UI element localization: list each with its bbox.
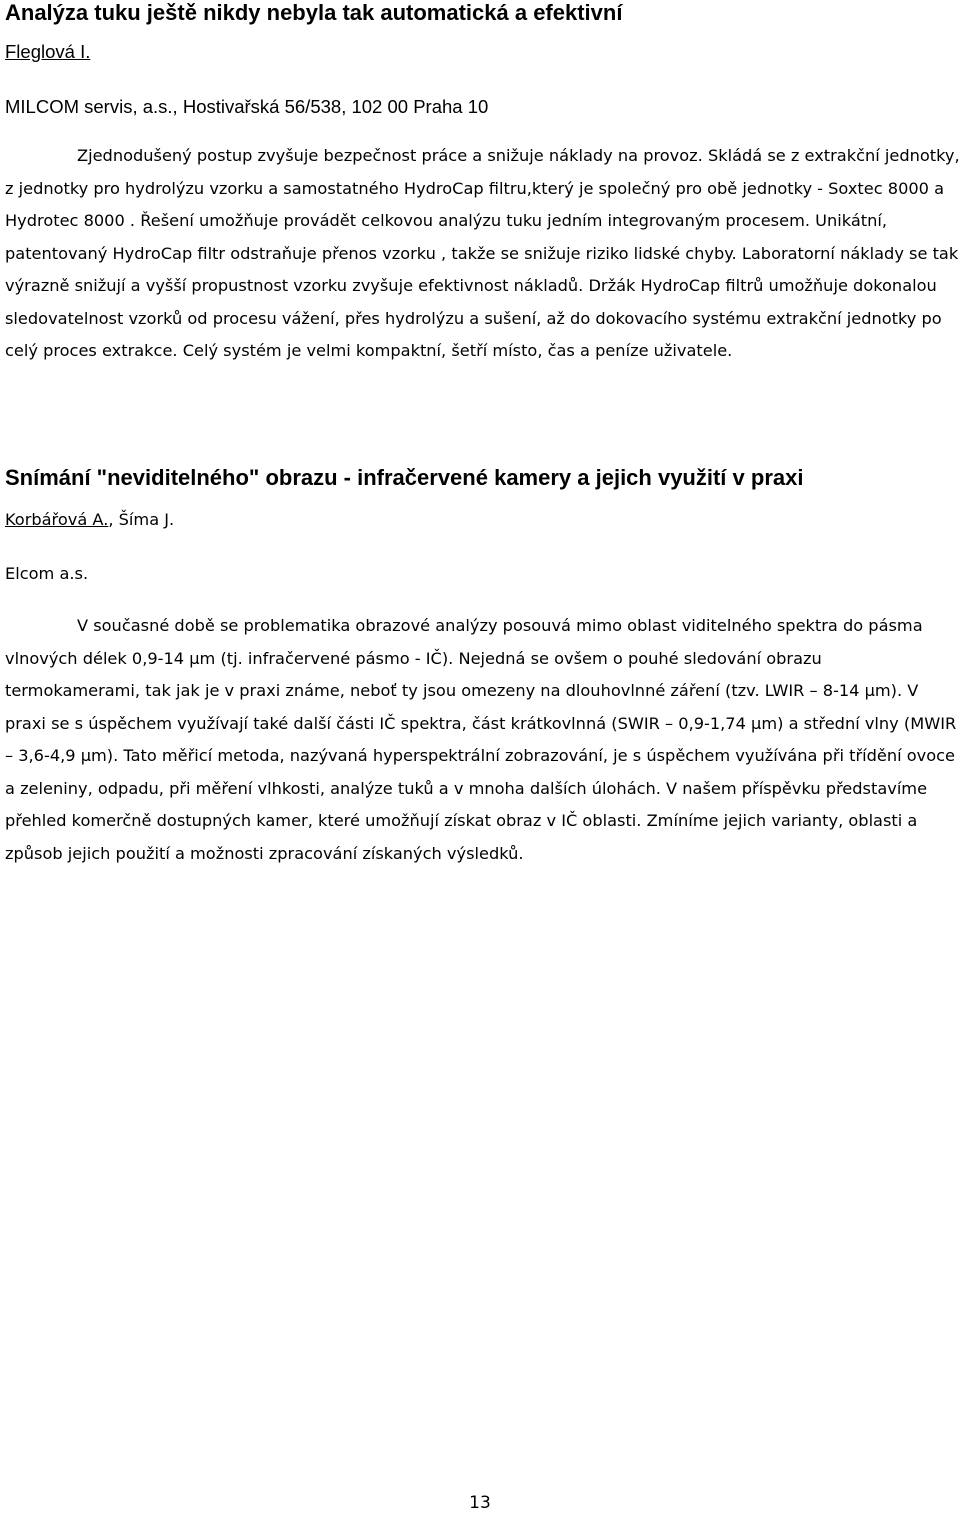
page-number: 13 bbox=[469, 1493, 491, 1513]
article2-author-rest: , Šíma J. bbox=[108, 510, 175, 529]
article1-title: Analýza tuku ještě nikdy nebyla tak automatická a efektivní bbox=[5, 0, 623, 25]
article2-author-underlined: Korbářová A. bbox=[5, 510, 109, 529]
article2-authors bbox=[5, 508, 174, 532]
article2-abstract bbox=[5, 610, 960, 870]
article2-abstract-text: V současné době se problematika obrazové analýzy posouvá mimo oblast viditelného spektra do pásma vlnových délek 0,9-14 µm (tj. infračervené pásmo - IČ). Nejedná se ovšem o pouhé sledování obrazu termokamerami, tak jak je v praxi známe, neboť ty jsou omezeny na dlouhovlnné záření (tzv. LWIR – 8-14 µm). V praxi se s úspěchem využívají také další části IČ spektra, část krátkovlnná (SWIR – 0,9-1,74 µm) a střední vlny (MWIR – 3,6-4,9 µm). Tato měřicí metoda, nazývaná hyperspektrální zobrazování, je s úspěchem využívána při třídění ovoce a zeleniny, odpadu, při měření vlhkosti, analýze tuků a v mnoha dalších úlohách. V našem příspěvku představíme přehled komerčně dostupných kamer, které umožňují získat obraz v IČ oblasti. Zmíníme jejich varianty, oblasti a způsob jejich použití a možnosti zpracování získaných výsledků. bbox=[5, 616, 957, 863]
article2-affiliation: Elcom a.s. bbox=[5, 564, 89, 583]
article1-authors: Fleglová I. bbox=[5, 41, 91, 62]
article1-abstract-text: Zjednodušený postup zvyšuje bezpečnost práce a snižuje náklady na provoz. Skládá se z extrakční jednotky, z jednotky pro hydrolýzu vzorku a samostatného HydroCap filtru,který je společný pro obě jednotky - Soxtec 8000 a Hydrotec 8000 . Řešení umožňuje provádět celkovou analýzu tuku jedním integrovaným procesem. Unikátní, patentovaný HydroCap filtr odstraňuje přenos vzorku , takže se snižuje riziko lidské chyby. Laboratorní náklady se tak výrazně snižují a vyšší propustnost vzorku zvyšuje efektivnost nákladů. Držák HydroCap filtrů umožňuje dokonalou sledovatelnost vzorků od procesu vážení, přes hydrolýzu a sušení, až do dokovacího systému extrakční jednotky po celý proces extrakce. Celý systém je velmi kompaktní, šetří místo, čas a peníze uživatele. bbox=[5, 146, 960, 360]
article1-abstract bbox=[5, 140, 960, 368]
article2-title: Snímání "neviditelného" obrazu - infračervené kamery a jejich využití v praxi bbox=[5, 465, 804, 490]
article1-affiliation: MILCOM servis, a.s., Hostivařská 56/538, 102 00 Praha 10 bbox=[5, 96, 489, 117]
